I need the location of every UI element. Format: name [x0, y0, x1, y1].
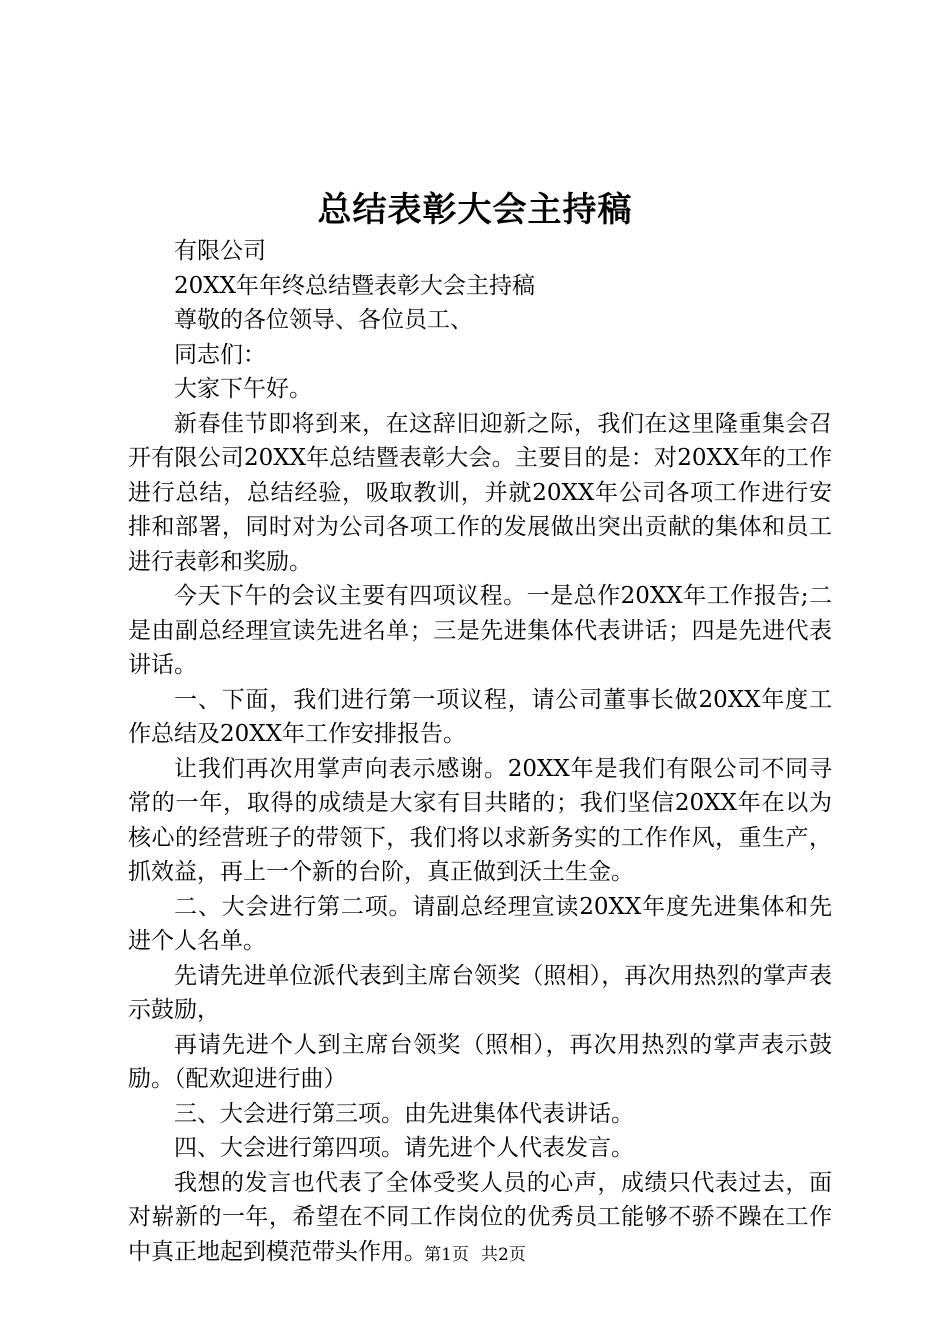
paragraph-greeting: 尊敬的各位领导、各位员工、 [174, 307, 473, 333]
paragraph-salutation: 同志们： [174, 341, 266, 368]
paragraph-company: 有限公司 [174, 238, 266, 264]
paragraph-item-four: 四、大会进行第四项。请先进个人代表发言。 [174, 1135, 634, 1161]
paragraph-hello: 大家下午好。 [174, 376, 312, 402]
paragraph-opening: 新春佳节即将到来，在这辞旧迎新之际，我们在这里隆重集会召开有限公司20XX年总结暨表彰大会。主要目的是：对20XX年的工作进行总结，总结经验，吸取教训，并就20XX年公司各项工作进行安排和部署，同时对为公司各项工作的发展做出突出贡献的集体和员工进行表彰和奖励。 [128, 410, 832, 575]
paragraph-award-individuals: 再请先进个人到主席台领奖（照相），再次用热烈的掌声表示鼓励。（配欢迎进行曲） [128, 1031, 832, 1092]
paragraph-closing: 我想的发言也代表了全体受奖人员的心声，成绩只代表过去，面对崭新的一年，希望在不同工作岗位的优秀员工能够不骄不躁在工作中真正地起到模范带头作用。 [128, 1169, 832, 1265]
paragraph-item-two: 二、大会进行第二项。请副总经理宣读20XX年度先进集体和先进个人名单。 [128, 893, 832, 954]
document-title: 总结表彰大会主持稿 [317, 190, 633, 230]
document-body [128, 234, 832, 1269]
paragraph-item-three: 三、大会进行第三项。由先进集体代表讲话。 [174, 1100, 634, 1127]
paragraph-thanks: 让我们再次用掌声向表示感谢。20XX年是我们有限公司不同寻常的一年，取得的成绩是大家有目共睹的；我们坚信20XX年在以为核心的经营班子的带领下，我们将以求新务实的工作作风，重生产，抓效益，再上一个新的台阶，真正做到沃土生金。 [128, 755, 832, 885]
page-total: 共2页 [481, 1245, 526, 1265]
paragraph-agenda: 今天下午的会议主要有四项议程。一是总作20XX年工作报告;二是由副总经理宣读先进名单；三是先进集体代表讲话；四是先进代表讲话。 [128, 583, 832, 678]
paragraph-subtitle: 20XX年年终总结暨表彰大会主持稿 [174, 272, 536, 299]
page-number: 第1页 [424, 1245, 469, 1265]
page-footer [0, 1243, 950, 1267]
paragraph-item-one: 一、下面，我们进行第一项议程，请公司董事长做20XX年度工作总结及20XX年工作安排报告。 [128, 686, 832, 747]
paragraph-award-units: 先请先进单位派代表到主席台领奖（照相），再次用热烈的掌声表示鼓励， [128, 962, 832, 1023]
